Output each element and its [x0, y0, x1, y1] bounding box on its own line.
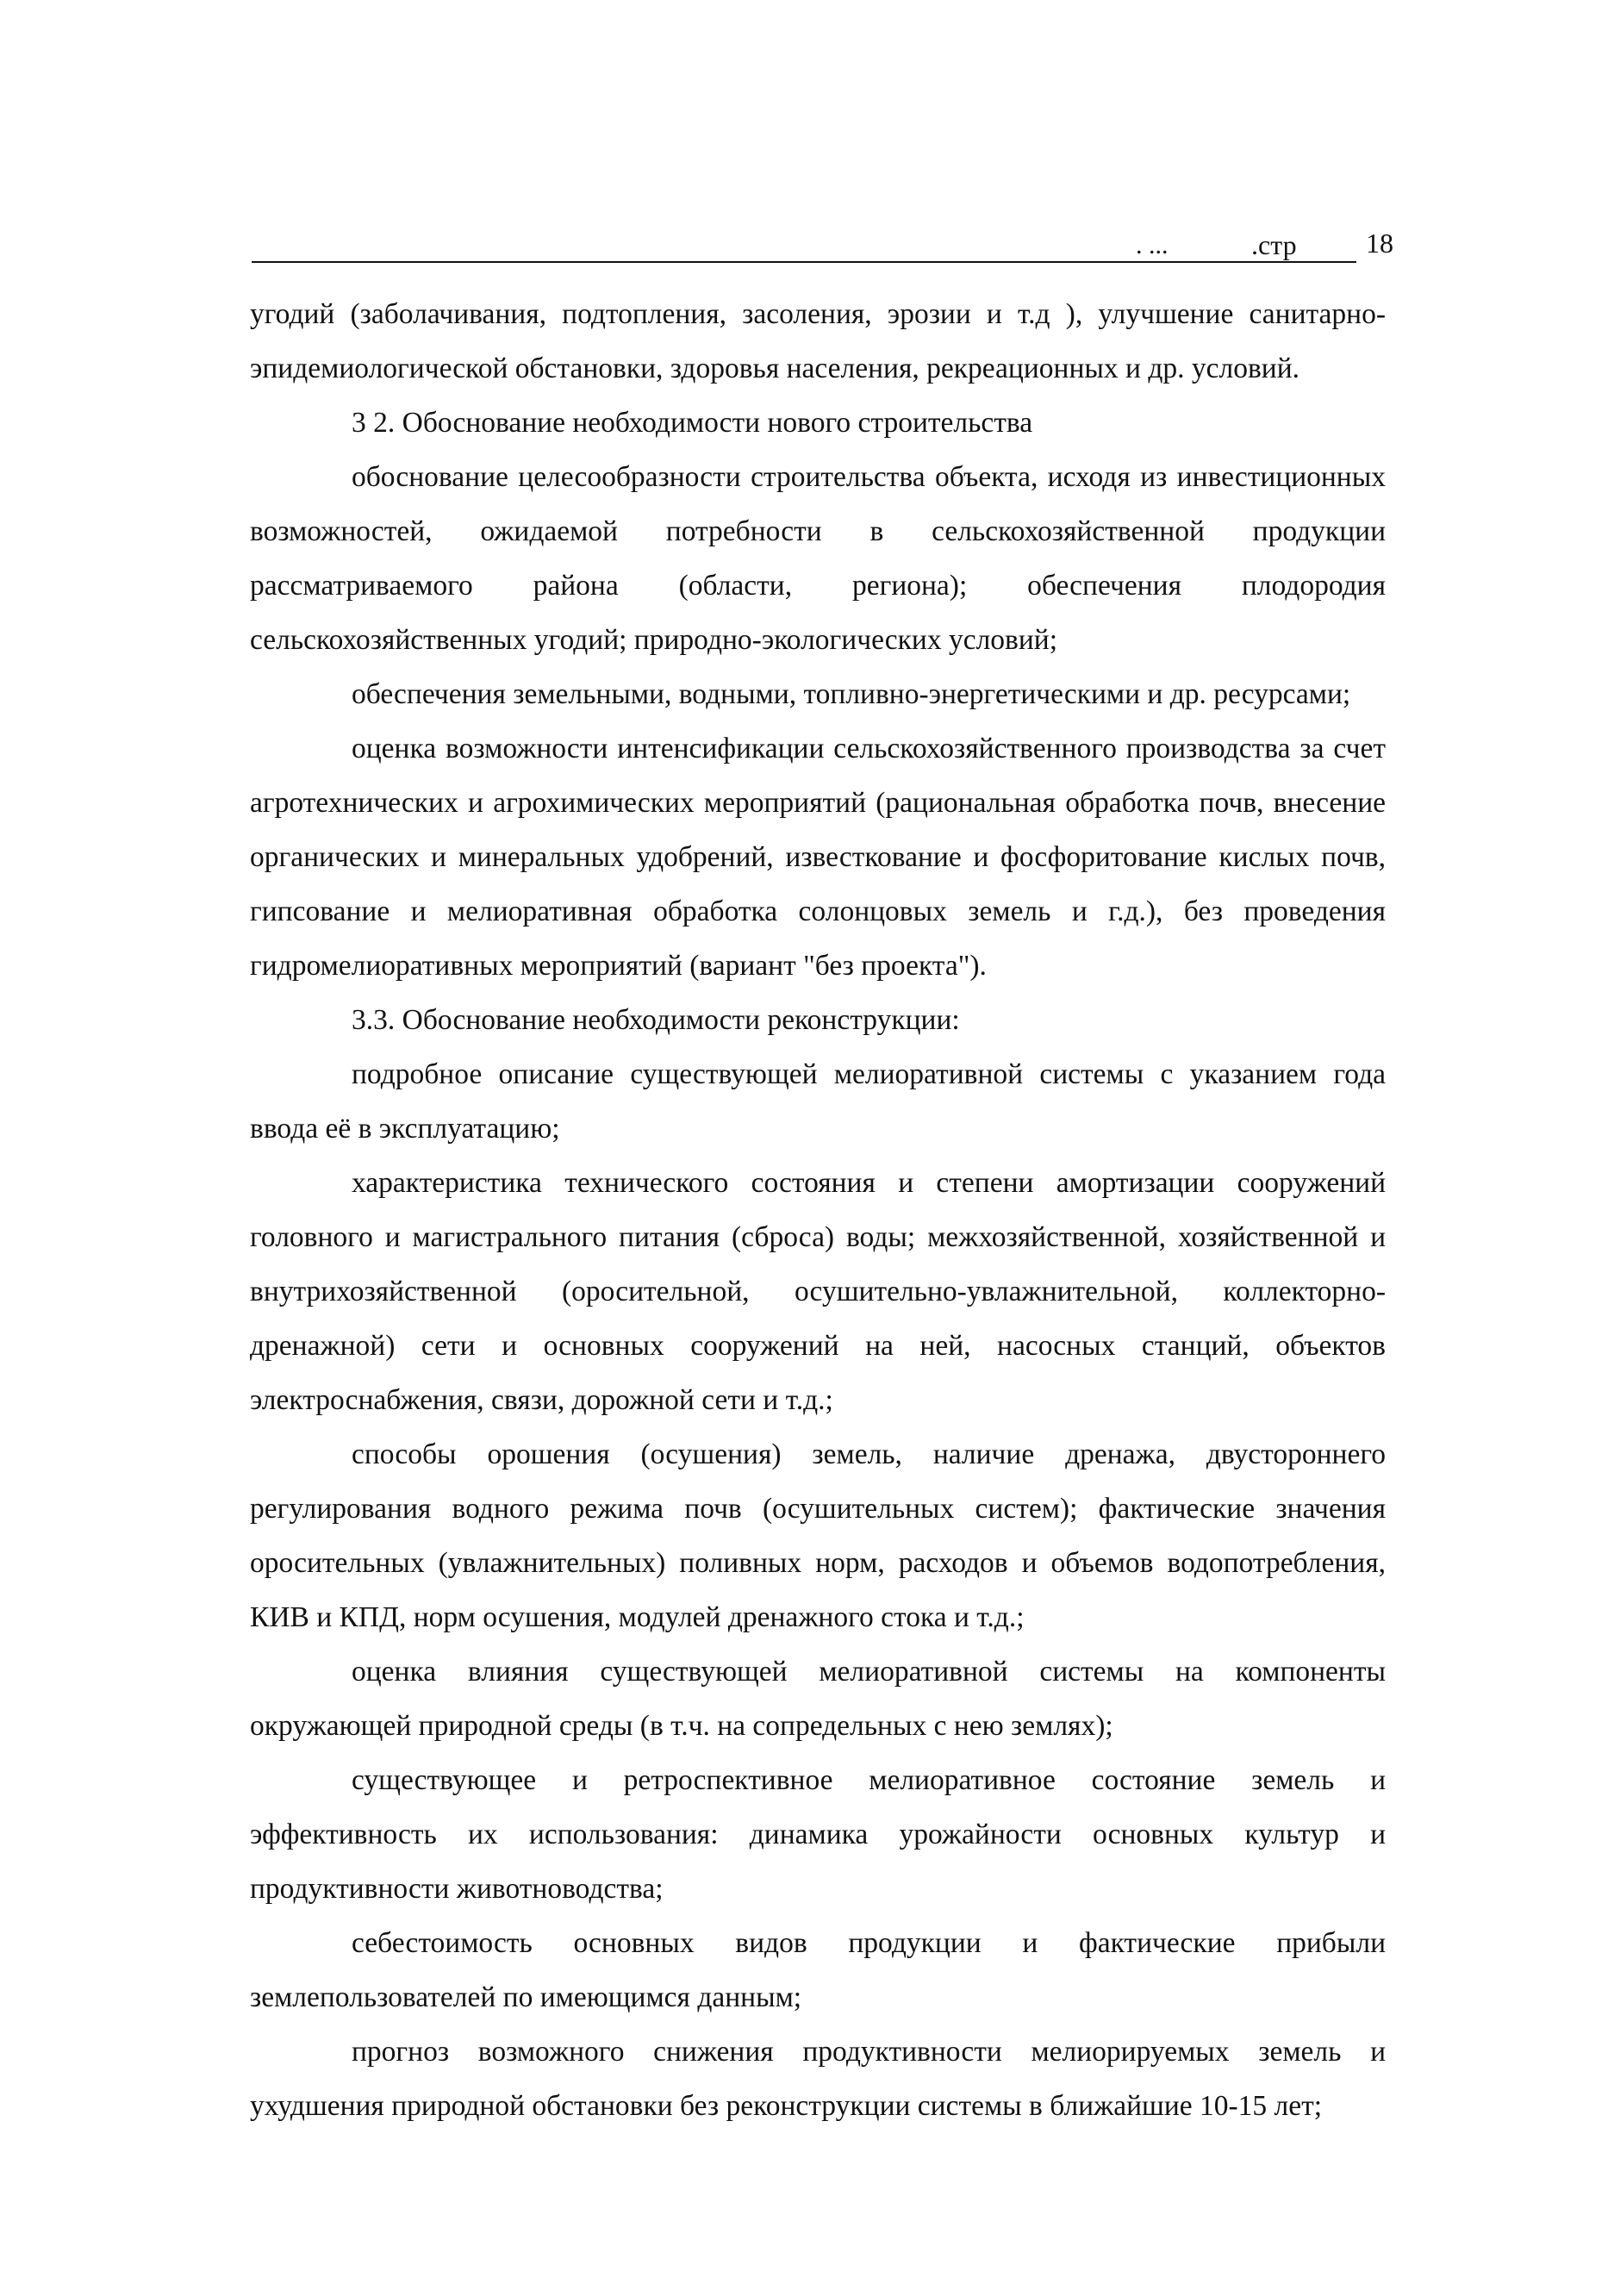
section-heading-3-2: 3 2. Обоснование необходимости нового строительства [352, 407, 1033, 439]
paragraph: оценка возможности интенсификации сельскохозяйственного производства за счет агротехнических и агрохимических мероприятий (рациональная обработка почв, внесение органических и минеральных удобрений, известкование и фосфоритование кислых почв, гипсование и мелиоративная обработка солонцовых земель и г.д.), без проведения гидромелиоративных мероприятий (вариант "без проекта"). [250, 733, 1386, 982]
paragraph: оценка влияния существующей мелиоративной системы на компоненты окружающей природной среды (в т.ч. на сопредельных с нею землях); [250, 1656, 1386, 1742]
paragraph: существующее и ретроспективное мелиоративное состояние земель и эффективность их использования: динамика урожайности основных культур и продуктивности животноводства; [250, 1764, 1386, 1905]
page-number: 18 [1366, 228, 1393, 259]
section-heading-3-3: 3.3. Обоснование необходимости реконструкции: [352, 1004, 960, 1036]
paragraph: характеристика технического состояния и степени амортизации сооружений головного и магистрального питания (сброса) воды; межхозяйственной, хозяйственной и внутрихозяйственной (оросительной, осушительно-увлажнительной, коллекторно-дренажной) сети и основных сооружений на ней, насосных станций, объектов электроснабжения, связи, дорожной сети и т.д.; [250, 1167, 1386, 1416]
paragraph: прогноз возможного снижения продуктивности мелиорируемых земель и ухудшения природной обстановки без реконструкции системы в ближайшие 10-15 лет; [250, 2036, 1386, 2122]
header-page-label: .стр [1251, 229, 1297, 260]
header-dots: . ... [1136, 231, 1169, 259]
paragraph: обоснование целесообразности строительства объекта, исходя из инвестиционных возможностей, ожидаемой потребности в сельскохозяйственной продукции рассматриваемого района (области, региона); обеспечения плодородия сельскохозяйственных угодий; природно-экологических условий; [250, 461, 1386, 656]
paragraph: способы орошения (осушения) земель, наличие дренажа, двустороннего регулирования водного режима почв (осушительных систем); фактические значения оросительных (увлажнительных) поливных норм, расходов и объемов водопотребления, КИВ и КПД, норм осушения, модулей дренажного стока и т.д.; [250, 1438, 1386, 1633]
paragraph: подробное описание существующей мелиоративной системы с указанием года ввода её в эксплуатацию; [250, 1058, 1386, 1145]
header-rule [252, 261, 1356, 263]
document-body [250, 287, 1386, 2133]
paragraph: себестоимость основных видов продукции и фактические прибыли землепользователей по имеющимся данным; [250, 1927, 1386, 2013]
paragraph: угодий (заболачивания, подтопления, засоления, эрозии и т.д ), улучшение санитарно-эпидемиологической обстановки, здоровья населения, рекреационных и др. условий. [250, 298, 1386, 384]
paragraph: обеспечения земельными, водными, топливно-энергетическими и др. ресурсами; [352, 678, 1351, 710]
